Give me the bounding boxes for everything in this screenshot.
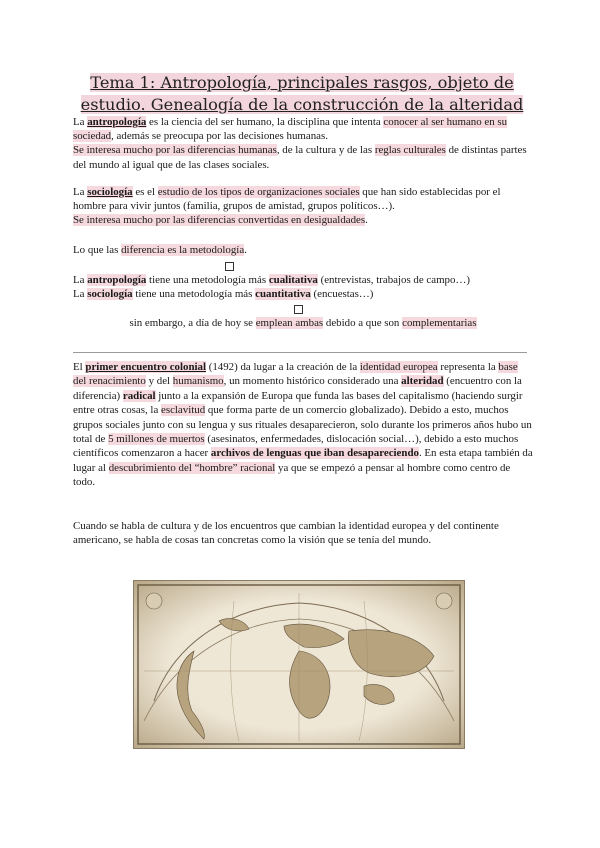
- horizontal-divider: [73, 352, 527, 353]
- map-illustration: [134, 581, 464, 748]
- methodology-comparison: [73, 273, 533, 301]
- text-run: sin embargo, a día de hoy se: [129, 317, 256, 329]
- text-run: La: [73, 186, 88, 198]
- text-run: ya que se empezó a pensar al hombre como centro de todo.: [73, 461, 511, 489]
- methodology-line: [73, 243, 533, 257]
- text-run: .: [365, 214, 368, 227]
- highlight: esclavitud: [161, 404, 206, 417]
- title-line-2: estudio. Genealogía de la construcción de la alteridad: [80, 95, 524, 114]
- highlight: descubrimiento del “hombre” racional: [108, 461, 276, 474]
- text-run: que han sido establecidas por el hombre para vivir juntos (familia, grupos de amistad, grupos políticos…).: [73, 186, 501, 213]
- highlight: reglas culturales: [374, 144, 446, 157]
- keyword-cualitativa: cualitativa: [268, 274, 318, 286]
- text-run: (asesinatos, enfermedades, dislocación social…), debido a esto muchos científicos comenzaron a hacer: [73, 433, 519, 460]
- highlight: diferencia es la metodología: [121, 244, 245, 256]
- text-run: debido a que son: [323, 317, 403, 329]
- keyword-radical: radical: [122, 389, 156, 402]
- methodology-conclusion: [73, 316, 533, 330]
- colonial-paragraph: [73, 360, 533, 490]
- text-run: La: [73, 116, 88, 128]
- text-run: tiene una metodología más: [146, 274, 269, 286]
- bullet-box-icon: [225, 262, 234, 271]
- highlight: identidad europea: [359, 361, 438, 373]
- text-run: representa la: [437, 361, 499, 373]
- keyword-archivos: archivos de lenguas que iban desapareciendo: [210, 447, 419, 460]
- highlight: estudio de los tipos de organizaciones sociales: [157, 186, 360, 198]
- text-run: y del: [145, 375, 173, 388]
- keyword-sociologia: sociología: [87, 186, 133, 198]
- text-run: (1492) da lugar a la creación de la: [206, 361, 360, 373]
- keyword-antropologia: antropología: [87, 274, 147, 286]
- text-run: Lo que las: [73, 244, 122, 256]
- keyword-alteridad: alteridad: [401, 375, 444, 388]
- highlight: 5 millones de muertos: [108, 433, 205, 446]
- anthropology-paragraph: [73, 115, 533, 172]
- highlight: complementarias: [402, 317, 477, 329]
- highlight: humanismo: [172, 375, 224, 388]
- text-run: de distintas partes del mundo al igual que de las clases sociales.: [73, 144, 527, 171]
- text-run: (encuentro con la diferencia): [73, 375, 522, 402]
- highlight: Se interesa mucho por las diferencias convertidas en desigualdades: [73, 214, 366, 227]
- text-run: , de la cultura y de las: [276, 144, 375, 157]
- text-run: que forma parte de un comercio globalizado). Debido a esto, muchos grupos sociales junto con su lengua y sus rituales desaparecieron, solo durante los primeros años hubo un total de: [73, 404, 532, 446]
- text-run: .: [244, 244, 247, 256]
- highlight: Se interesa mucho por las diferencias humanas: [73, 144, 277, 157]
- text-run: (encuestas…): [310, 288, 374, 301]
- keyword-primer-encuentro-colonial: primer encuentro colonial: [85, 361, 206, 373]
- keyword-sociologia: sociología: [87, 288, 133, 301]
- bullet-box-icon: [294, 305, 303, 314]
- sociology-paragraph: [73, 185, 533, 228]
- text-run: es el: [132, 186, 158, 198]
- text-run: junto a la expansión de Europa que funda las bases del capitalismo (haciendo surgir entre otras cosas, la: [73, 389, 523, 417]
- text-run: Cuando se habla de cultura y de los encuentros que cambian la identidad europea y del continente americano, se habla de cosas tan concretas como la visión que se tenía del mundo.: [73, 520, 499, 547]
- keyword-antropologia: antropología: [87, 116, 147, 128]
- culture-paragraph: [73, 519, 533, 547]
- text-run: (entrevistas, trabajos de campo…): [317, 274, 470, 286]
- text-run: La: [73, 288, 88, 301]
- text-run: tiene una metodología más: [132, 288, 256, 301]
- page-title: [72, 72, 532, 116]
- text-run: , además se preocupa por las decisiones humanas.: [111, 130, 328, 143]
- highlight: emplean ambas: [255, 317, 324, 329]
- text-run: La: [73, 274, 88, 286]
- title-line-1: Tema 1: Antropología, principales rasgos, objeto de: [90, 73, 514, 92]
- text-run: es la ciencia del ser humano, la disciplina que intenta: [146, 116, 384, 128]
- highlight: conocer al ser humano en su sociedad: [73, 116, 508, 143]
- text-run: El: [73, 361, 86, 373]
- keyword-cuantitativa: cuantitativa: [255, 288, 311, 301]
- highlight: base del renacimiento: [73, 361, 518, 388]
- historical-world-map-image: [133, 580, 465, 749]
- text-run: , un momento histórico considerado una: [223, 375, 402, 388]
- text-run: . En esta etapa también da lugar al: [73, 447, 533, 474]
